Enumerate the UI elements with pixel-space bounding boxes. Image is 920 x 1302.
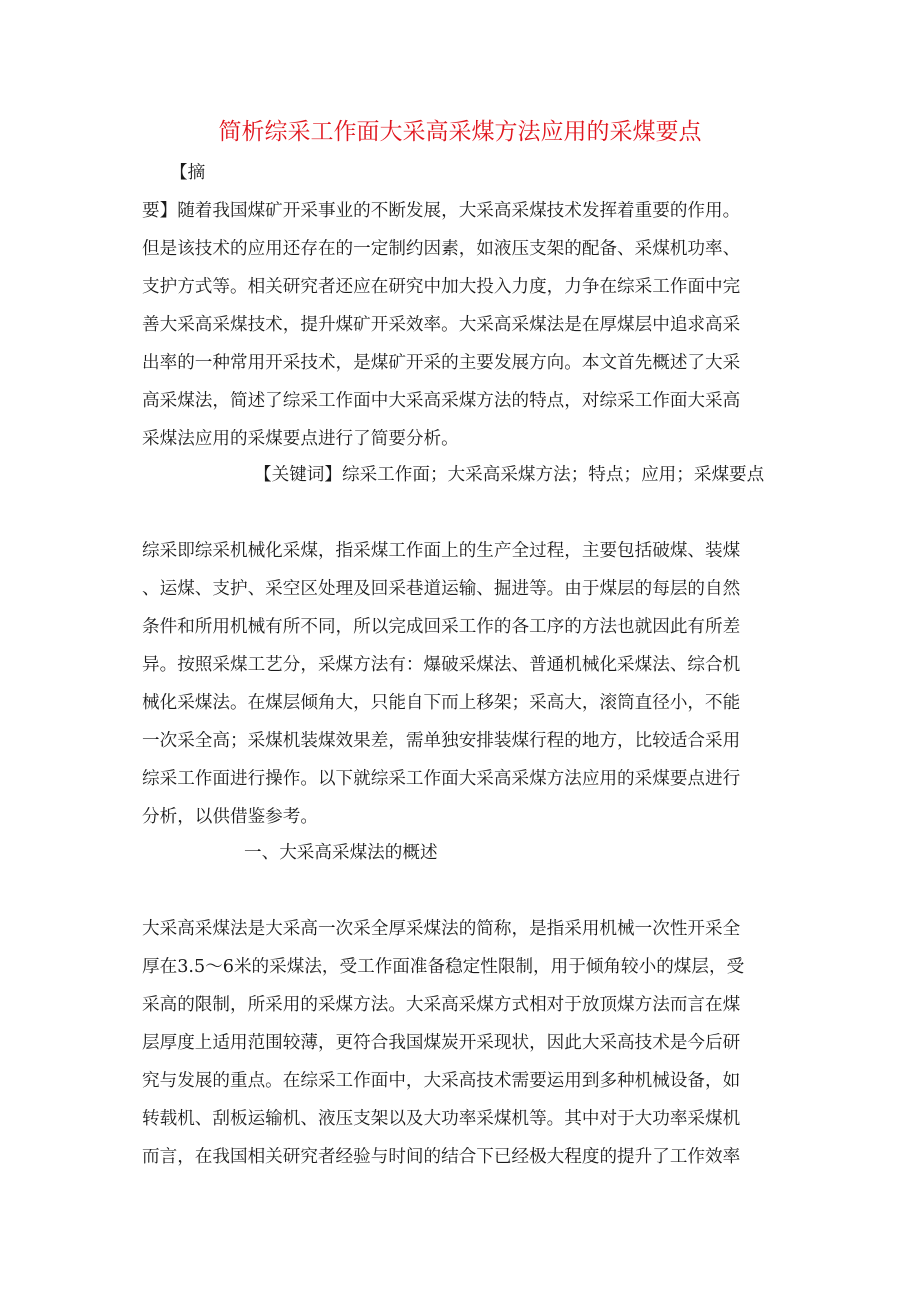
- abstract-line: 但是该技术的应用还存在的一定制约因素，如液压支架的配备、采煤机功率、: [142, 239, 741, 259]
- intro-line: 一次采全高；采煤机装煤效果差，需单独安排装煤行程的地方，比较适合采用: [142, 731, 741, 751]
- section-line: 究与发展的重点。在综采工作面中，大采高技术需要运用到多种机械设备，如: [142, 1071, 741, 1091]
- document-title: 简析综采工作面大采高采煤方法应用的采煤要点: [218, 119, 702, 145]
- intro-line: 械化采煤法。在煤层倾角大，只能自下而上移架；采高大，滚筒直径小，不能: [142, 693, 741, 713]
- intro-line: 综采即综采机械化采煤，指采煤工作面上的生产全过程，主要包括破煤、装煤: [142, 541, 741, 561]
- section-line: 而言，在我国相关研究者经验与时间的结合下已经极大程度的提升了工作效率: [142, 1147, 741, 1167]
- abstract-line: 支护方式等。相关研究者还应在研究中加大投入力度，力争在综采工作面中完: [142, 277, 741, 297]
- intro-line: 异。按照采煤工艺分，采煤方法有：爆破采煤法、普通机械化采煤法、综合机: [142, 655, 741, 675]
- section-heading: 一、大采高采煤法的概述: [244, 843, 438, 863]
- section-line: 大采高采煤法是大采高一次采全厚采煤法的简称，是指采用机械一次性开采全: [142, 919, 741, 939]
- section-line: 转载机、刮板运输机、液压支架以及大功率采煤机等。其中对于大功率采煤机: [142, 1109, 741, 1129]
- intro-line: 分析，以供借鉴参考。: [142, 807, 318, 827]
- abstract-label: 【摘: [170, 163, 206, 183]
- abstract-line: 出率的一种常用开采技术，是煤矿开采的主要发展方向。本文首先概述了大采: [142, 353, 741, 373]
- abstract-line: 善大采高采煤技术，提升煤矿开采效率。大采高采煤法是在厚煤层中追求高采: [142, 315, 741, 335]
- abstract-line: 要】随着我国煤矿开采事业的不断发展，大采高采煤技术发挥着重要的作用。: [142, 201, 741, 221]
- section-line: 厚在3.5～6米的采煤法，受工作面准备稳定性限制，用于倾角较小的煤层，受: [142, 957, 745, 977]
- abstract-line: 高采煤法，简述了综采工作面中大采高采煤方法的特点，对综采工作面大采高: [142, 391, 741, 411]
- abstract-line: 采煤法应用的采煤要点进行了简要分析。: [142, 429, 459, 449]
- intro-line: 、运煤、支护、采空区处理及回采巷道运输、掘进等。由于煤层的每层的自然: [142, 579, 741, 599]
- section-line: 层厚度上适用范围较薄，更符合我国煤炭开采现状，因此大采高技术是今后研: [142, 1033, 741, 1053]
- intro-line: 条件和所用机械有所不同，所以完成回采工作的各工序的方法也就因此有所差: [142, 617, 741, 637]
- keywords-line: 【关键词】综采工作面；大采高采煤方法；特点；应用；采煤要点: [254, 465, 765, 485]
- intro-line: 综采工作面进行操作。以下就综采工作面大采高采煤方法应用的采煤要点进行: [142, 769, 741, 789]
- section-line: 采高的限制，所采用的采煤方法。大采高采煤方式相对于放顶煤方法而言在煤: [142, 995, 741, 1015]
